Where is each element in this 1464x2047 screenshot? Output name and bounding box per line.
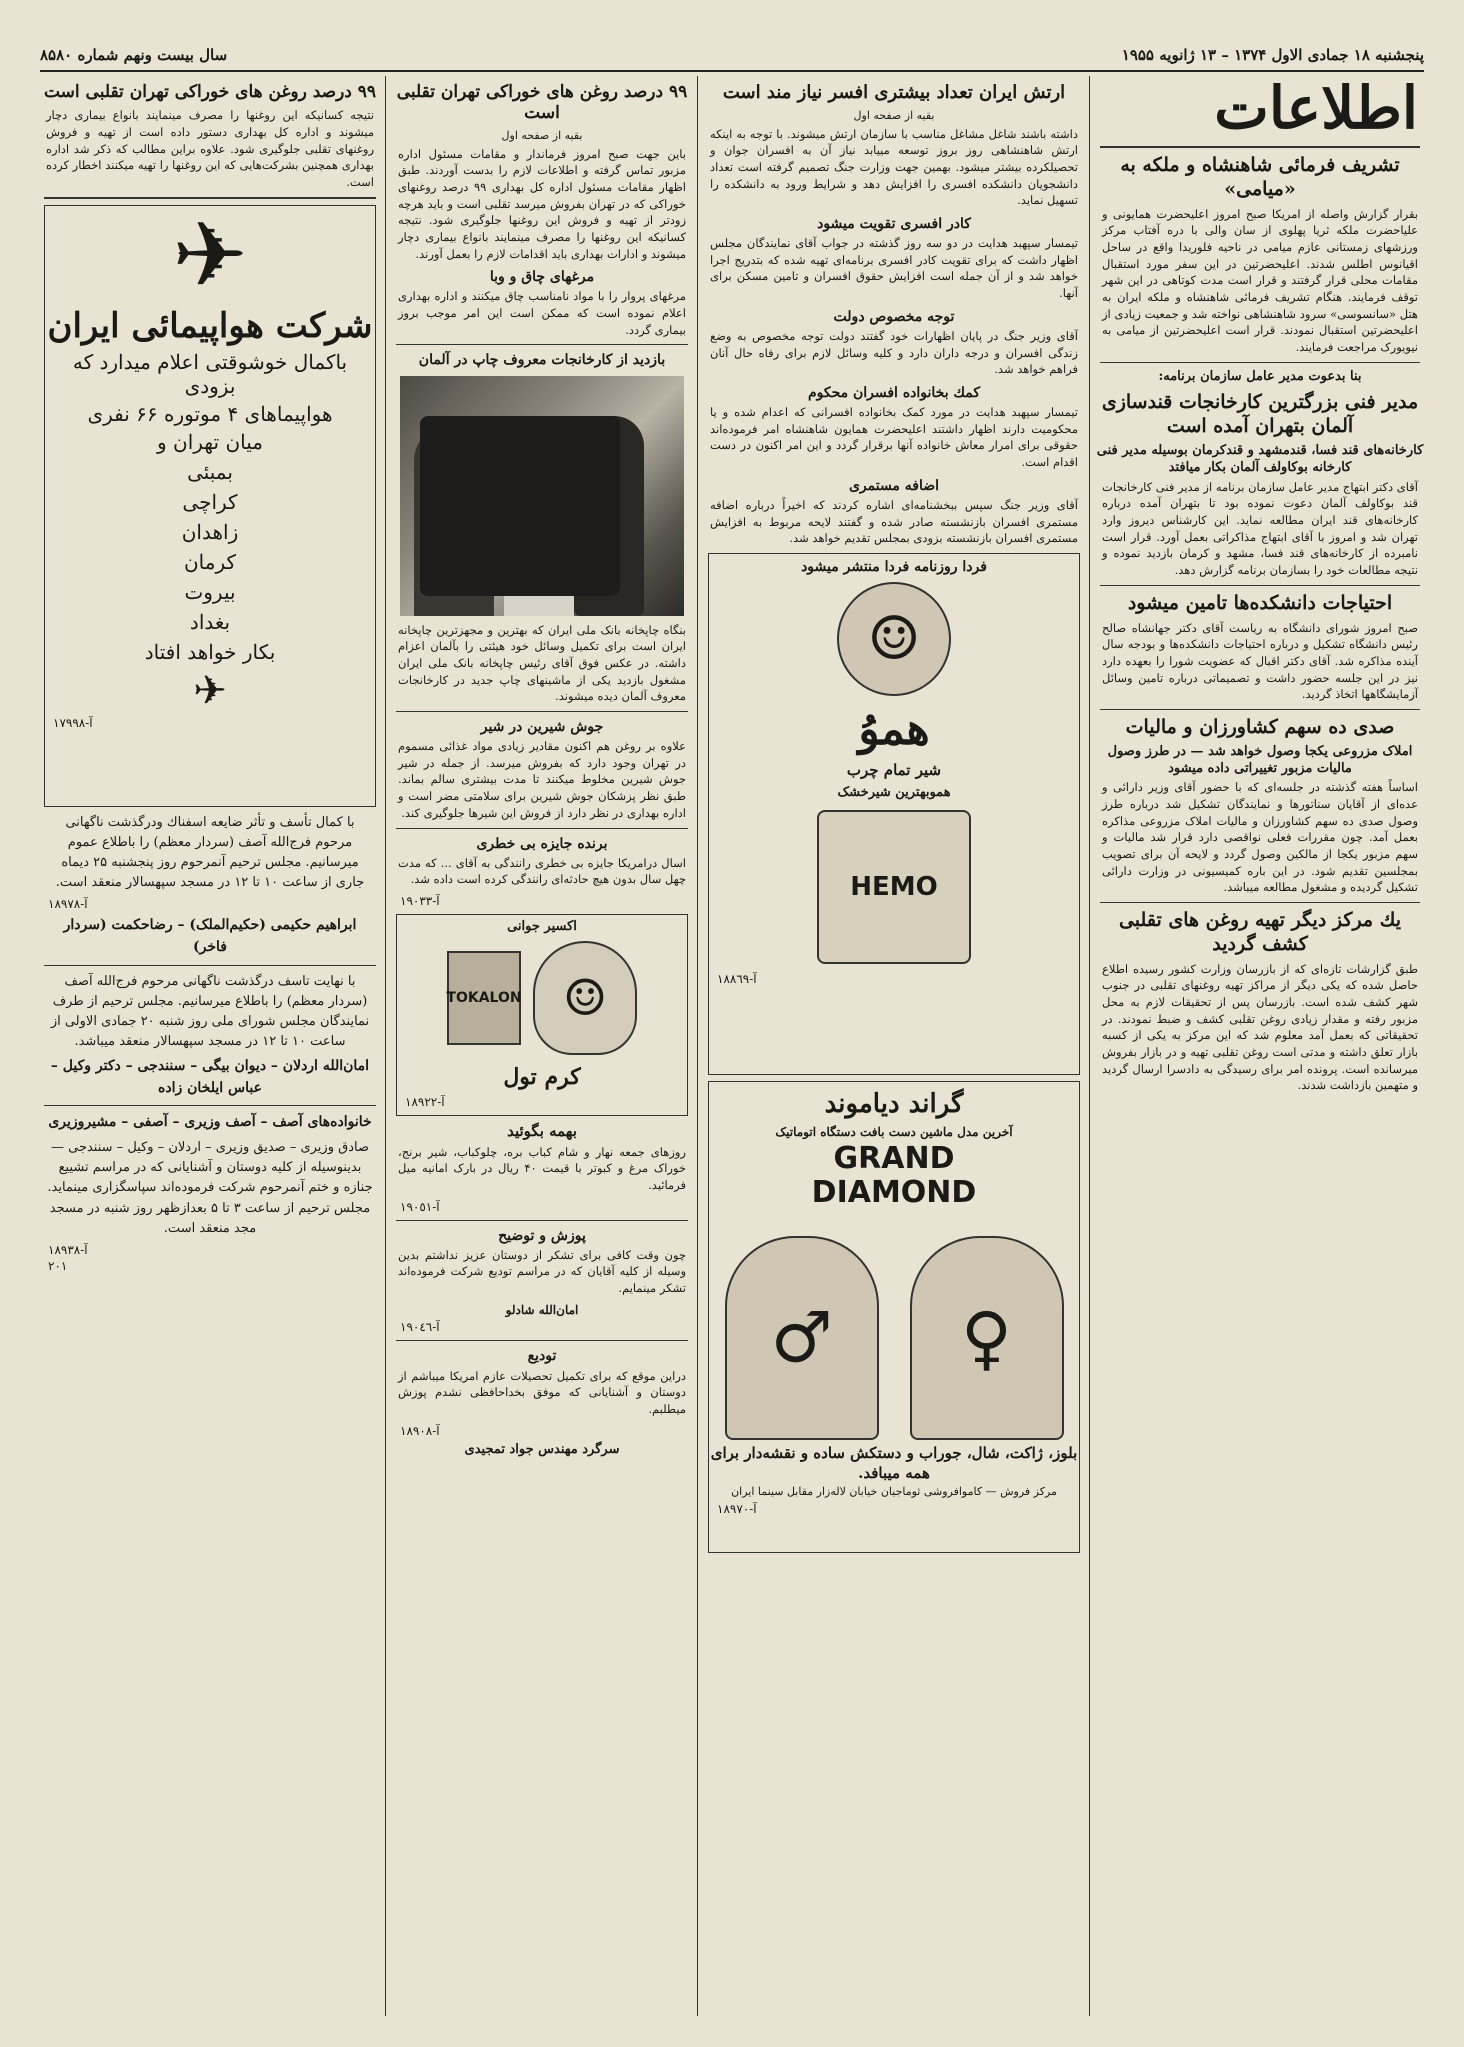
cream-tagline: اکسیر جوانی [507, 919, 577, 935]
article-2-subtitle: کارخانه‌های قند فسا، قندمشهد و قندکرمان بوسیله مدیر فنی کارخانه بوکاولف آلمان بکار میافتد [1096, 442, 1424, 475]
column-4 [40, 76, 380, 2016]
column-2 [704, 76, 1084, 2016]
army-sub-3: کمك بخانواده افسران محکوم [807, 384, 981, 401]
baby-icon: ☺ [837, 582, 951, 696]
restaurant-body: روزهای جمعه نهار و شام کباب بره، چلوکباب، شیر برنج، خوراک مرغ و کبوتر با قیمت ۴۰ ریال در بارک امانیه میل فرمائید. [398, 1144, 686, 1192]
apology-sign: امان‌الله شادلو [505, 1302, 579, 1317]
cream-jar-icon: TOKALON [447, 951, 521, 1045]
notice-2-sign: امان‌الله اردلان – دیوان بیگی – سنندجی – دکتر وکیل – عباس ایلخان زاده [50, 1058, 370, 1096]
oil-body: باین جهت صبح امروز فرماندار و مقامات مسئول اداره مزبور تماس گرفته و اطلاعات لازم را بدست آوردند. طبق اظهار مقامات مسئول اداره کل بهداری ۹۹ درصد روغنهای خوراکی که در تهران بفروش میرسد تقلبی است و باید هرچه زودتر از تهیه و فروش این روغنها جلوگیری شود. نتیجه کسانیکه این روغنها را مصرف مینمایند بانواع بیماری دچار میشوند و ادارات بهداری باید اقدامات لازم را بعمل آورند. [398, 146, 687, 261]
notice-3-tail: ٢٠١ [48, 1258, 68, 1273]
article-4-body: اساساً هفته گذشته در جلسه‌ای که با حضور آقای وزیر دارائی و عده‌ای از آقایان سناتورها و نمایندگان تشکیل شد درباره طرز وصول صدی ده سهم کشاورزان و مالیات املاک مزروعی مذاکره بعمل آمد. چون مقررات فعلی نواقصی دارد قرار شد مالیات و سهم مزبور یکجا از مالکین وصول گردد و لایحه آن برای تصویب بمجلسین تقدیم شود. در این باره کمیسیونی در وزارت دارائی تشکیل گردیده و مشغول مطالعه میباشد. [1102, 780, 1418, 895]
apology-title: پوزش و توضیح [498, 1227, 586, 1244]
column-3 [392, 76, 692, 2016]
army-continued: بقیه از صفحه اول [853, 108, 935, 122]
notice-2-body: با نهایت تاسف درگذشت ناگهانی مرحوم فرج‌الله آصف (سردار معظم) را باطلاع میرسانیم. مجلس ترحیم از طرف نمایندگان مجلس شورای ملی روز شنبه ۲۰ جمادی الاولی از ساعت ۱۰ تا ۱۲ در مسجد سپهسالار منعقد میباشد. [50, 973, 370, 1049]
airline-logo-icon: ✈ [193, 667, 227, 714]
masthead: اطلاعات [1214, 76, 1418, 142]
notice-1-code: آ-١٨٩٧٨ [48, 897, 88, 912]
article-3-title: احتیاجات دانشکده‌ها تامین میشود [1127, 591, 1393, 614]
notice-3-body: صادق وزیری – صدیق وزیری – اردلان – وکیل – سنندجی — بدینوسیله از کلیه دوستان و آشنایانی که در مراسم تشییع جنازه و ختم آنمرحوم شرکت فرموده‌اند سپاسگزاری مینماید. مجلس ترحیم از ساعت ۳ تا ۵ بعدازظهر روز شنبه در مسجد مجد منعقد است. [47, 1140, 373, 1236]
apology-body: چون وقت کافی برای تشکر از دوستان عزیز نداشتم بدین وسیله از کلیه آقایان که در مراسم تودیع شرکت فرموده‌اند تشکر مینمایم. [398, 1247, 686, 1296]
man-icon: ♂ [725, 1236, 879, 1440]
army-sub-2-body: آقای وزیر جنگ در پایان اظهارات خود گفتند دولت توجه مخصوص به وضع زندگی افسران و درجه داران دارد و کلیه وسائل لازم برای رفاه حال آنان فراهم خواهد شد. [710, 328, 1078, 377]
airline-city: زاهدان [181, 519, 239, 544]
article-5-title: یك مركز دیگر تهیه روغن های تقلبی کشف گردید [1118, 909, 1402, 955]
cream-brand: کرم تول [503, 1063, 581, 1090]
restaurant-title: بهمه بگوئید [507, 1122, 577, 1141]
hemo-tag-2: هموبهترین شیرخشک [837, 784, 951, 800]
milk-can-icon: HEMO [817, 810, 971, 964]
farewell-code: آ-١٨٩٠٨ [400, 1423, 440, 1438]
grand-diamond-ad [708, 1081, 1080, 1553]
hemo-tag-1: شیر تمام چرب [846, 761, 942, 780]
iran-air-ad [44, 202, 376, 807]
oil-sub-1-body: مرغهای پروار را با مواد نامناسب چاق میکنند و اداره بهداری اعلام نموده است که ممکن است این امر موجب بروز بیماری گردد. [398, 289, 686, 337]
army-sub-1: کادر افسری تقویت میشود [817, 215, 971, 232]
army-sub-3-body: تیمسار سپهبد هدایت در مورد کمک بخانواده افسرانی که اعدام شده و یا محکومیت دارند اظهار داشتند اعلیحضرت همایون شاهنشاه امر فرموده‌اند حقوقی برای امرار معاش خانواده آنها برقرار گردد و این امر اکنون در دست اقدام است. [710, 405, 1078, 470]
article-3-body: صبح امروز شورای دانشگاه به ریاست آقای دکتر جهانشاه صالح رئیس دانشگاه تشکیل و درباره احتیاجات دانشکده‌ها و بودجه سال آینده مذاکره شد. آقای دکتر اقبال که عضویت شورا را بعهده دارد نیز در این جلسه حضور داشت و تصمیماتی درباره تامین وسائل آزمایشگاهها اتخاذ گردید. [1102, 620, 1418, 702]
gd-code: آ-١٨٩٧٠ [717, 1502, 757, 1517]
airline-city: بیروت [184, 579, 236, 604]
article-1-body: بقرار گزارش واصله از امریکا صبح امروز اعلیحضرت همایونی و علیاحضرت ملکه ثریا پهلوی از سان والی با دره آفتاب مرکز ورزشهای زمستانی عازم میامی در ناحیه فلوریدا واقع در ساحل اقیانوس اطلس شدند. اعلیحضرتین در این سفر مورد استقبال مقامات محلی قرار گرفتند و قرار است مدت کوتاهی در این شهر توقف فرمایند. هنگام تشریف فرمائی شاهنشاه و ملکه ایران به هتل «سانسوسی» سرود شاهنشاهی نواخته شد و جمعیت زیادی از اعلیحضرتین استقبال نمودند. قرار است اعلیحضرتین از میامی به نیویورک مراجعت فرمایند. [1102, 206, 1418, 354]
airline-line-1: باکمال خوشوقتی اعلام میدارد که بزودی [72, 349, 348, 398]
hemo-ad [708, 553, 1080, 1075]
farewell-sign: سرگرد مهندس جواد تمجیدی [464, 1441, 620, 1457]
gd-illustration [709, 1210, 1079, 1440]
article-5-body: طبق گزارشات تازه‌ای که از بازرسان وزارت کشور رسیده اطلاع حاصل شده که یکی دیگر از مراکز تهیه روغنهای تقلبی در جنوب شهر کشف شده است. بازرسان پس از تحقیقات لازم به محل مزبور رفته و مقدار زیادی روغن تقلبی کشف و ضبط نمودند. در تحقیقاتی که بعمل آمد معلوم شد که این مرکز به یکی از کسبه بازار تعلق داشته و مدتی است روغن تقلبی تهیه و در بازار بفروش میرسانده است. پرونده امر برای رسیدگی به دادسرا ارسال گردید و متهمین بازداشت شدند. [1102, 961, 1418, 1093]
photo-caption: بنگاه چاپخانه بانک ملی ایران که بهترین و مجهزترین چاپخانه ایران است برای تکمیل وسائل خود هیئتی را بآلمان اعزام داشته. در عکس فوق آقای رئیس چاپخانه بانک ملی ایران مشغول بازدید یکی از ماشینهای چاپ جدید در کارخانجات معروف آلمان دیده میشوند. [398, 622, 686, 704]
notice-3-title: خانواده‌های آصف – آصف وزیری – آصفی – مشیروزیری [48, 1114, 372, 1131]
soda-body: علاوه بر روغن هم اکنون مقادیر زیادی مواد غذائی مسموم در تهران وجود دارد که بفروش میرسد. از جمله در شیر جوش شیرین مخلوط میکنند تا مدت بیشتری سالم بماند. طبق نظر پزشکان جوش شیرین برای سلامتی مضر است و اداره بهداری در نظر دارد از فروش این شیرها جلوگیری کند. [398, 739, 686, 820]
army-body: داشته باشند شاغل مشاغل مناسب با سازمان ارتش میشوند. با توجه به اینکه ارتش شاهنشاهی روز بروز توسعه مییابد نیاز آن به افسران جوان و تحصیلکرده بیشتر میشود. بهمین جهت وزارت جنگ تصمیم گرفته است تعداد دانشجویان دانشکده افسری را افزایش دهد و شرایط ورود به دانشکده را تسهیل نماید. [710, 126, 1078, 208]
oil-sub-1: مرغهای چاق و وبا [489, 269, 595, 286]
airline-code: آ-١٧٩٩٨ [53, 715, 93, 730]
award-body: اسال درامریکا جایزه بی خطری رانندگی به آقای ... که مدت چهل سال بدون هیچ حادثه‌ای رانندگی کرده است داده شد. [398, 855, 686, 887]
soda-title: جوش شیرین در شیر [480, 718, 604, 735]
cream-code: آ-١٨٩٢٢ [405, 1095, 445, 1110]
oil-col4-title: ۹۹ درصد روغن های خوراکی تهران تقلبی است [43, 82, 377, 102]
army-sub-4: اضافه مستمری [848, 477, 940, 494]
page-header [40, 44, 1424, 72]
article-4-title: صدی ده سهم کشاورزان و مالیات [1125, 715, 1395, 738]
airline-city: بمبئی [187, 459, 233, 484]
gd-address: مرکز فروش — کاموافروشی ثوماجیان خیابان لاله‌زار مقابل سینما ایران [731, 1485, 1057, 1499]
cream-illustration [397, 938, 687, 1058]
column-1 [1096, 76, 1424, 2016]
award-title: برنده جایزه بی خطری [476, 835, 608, 852]
gd-products: بلوز، ژاکت، شال، جوراب و دستکش ساده و نقشه‌دار برای همه میبافد. [710, 1444, 1078, 1482]
restaurant-code: آ-١٩٠٥١ [400, 1199, 440, 1214]
notice-1-body: با کمال تأسف و تأثر ضایعه اسفناك ودرگذشت ناگهانی مرحوم فرج‌الله آصف (سردار معظم) را باطلاع عموم میرسانیم. مجلس ترحیم آنمرحوم روز پنجشنبه ۲۵ دیماه جاری از ساعت ۱۰ تا ۱۲ در مسجد سپهسالار منعقد است. [55, 814, 365, 891]
oil-title: ۹۹ درصد روغن های خوراکی تهران تقلبی است [396, 82, 688, 124]
airline-name: شرکت هواپیمائی ایران [47, 305, 373, 346]
oil-col4-body: نتیجه کسانیکه این روغنها را مصرف مینمایند بانواع بیماری دچار میشوند و اداره کل بهداری دستور داده است از تهیه و فروش روغنهای تقلبی جلوگیری شود. علاوه براین مطالب که ذکر شد اداره بهداری همچنین بشرکت‌هایی که این روغنها را تهیه میکنند اخطار کرده است. [46, 108, 374, 189]
gd-tagline: آخرین مدل ماشین دست بافت دستگاه اتوماتیک [775, 1124, 1013, 1139]
article-2-kicker: بنا بدعوت مدیر عامل سازمان برنامه: [1158, 368, 1362, 384]
woman-face-icon: ☺ [533, 941, 637, 1055]
hemo-brand: هموُ [858, 704, 930, 756]
gd-latin-2: DIAMOND [811, 1175, 977, 1211]
article-2-title: مدیر فنی بزرگترین کارخانجات قندسازی آلمان بتهران آمده است [1101, 391, 1419, 438]
airline-city: کرمان [183, 549, 237, 574]
oil-continued: بقیه از صفحه اول [501, 128, 583, 142]
apology-code: آ-١٩٠٤٦ [400, 1320, 440, 1335]
farewell-title: تودیع [527, 1348, 557, 1365]
army-sub-1-body: تیمسار سپهبد هدایت در دو سه روز گذشته در جواب آقای نمایندگان مجلس اظهار داشت که برای تقویت کادر افسری برنامه‌ای تهیه شده که بتدریج اجرا خواهد شد و از آن جمله است افزایش حقوق افسران و تامین مسکن برای آنها. [710, 236, 1078, 301]
notice-1-sign: ابراهیم حکیمی (حکیم‌الملک) – رضاحکمت (سردار فاخر) [63, 917, 357, 955]
gd-title: گراند دیاموند [824, 1089, 964, 1120]
photo-title: بازدید از کارخانجات معروف چاپ در آلمان [418, 352, 666, 369]
gd-latin-1: GRAND [833, 1141, 955, 1177]
cream-ad [396, 914, 688, 1116]
airline-line-2: هواپیماهای ۴ موتوره ۶۶ نفری [87, 401, 333, 426]
farewell-body: دراین موقع که برای تکمیل تحصیلات عازم امریکا میباشم از دوستان و آشنایانی که موفق بخداحافظی نشدم پوزش میطلبم. [398, 1368, 686, 1416]
notice-3-code: آ-١٨٩٣٨ [48, 1242, 88, 1257]
award-code: آ-١٩٠٣٣ [400, 894, 440, 909]
airline-line-3: میان تهران و [157, 429, 263, 454]
article-4-subtitle: املاک مزروعی یکجا وصول خواهد شد — در طرز وصول مالیات مزبور تغییراتی داده میشود [1107, 743, 1413, 776]
airline-end: بکار خواهد افتاد [144, 639, 276, 664]
article-2-body: آقای دکتر ابتهاج مدیر عامل سازمان برنامه از مدیر فنی کارخانجات قند بوکاولف آلمان دعوت نموده بود تا بتهران آمده درباره کارخانه‌های قند ایران مطالعه نماید. این کارشناس دیروز وارد تهران شد و امروز با آقای ابتهاج مذاکراتی بعمل آورد. قرار است نامبرده از کارخانه‌های قند فسا، مشهد و کرمان بازدید نموده و نتیجه مطالعات خود را بسازمان برنامه گزارش دهد. [1102, 479, 1418, 578]
header-date: پنجشنبه ۱۸ جمادی الاول ۱۳۷۴ – ۱۳ ژانویه ۱۹۵۵ [1121, 46, 1424, 64]
hemo-code: آ-١٨٨٦٩ [717, 971, 757, 986]
airline-city: بغداد [189, 609, 231, 634]
article-1-title: تشریف فرمائی شاهنشاه و ملکه به «میامی» [1120, 154, 1400, 200]
army-title: ارتش ایران تعداد بیشتری افسر نیاز مند است [722, 82, 1066, 103]
header-issue: سال بیست ونهم شماره ۸۵۸۰ [40, 46, 228, 64]
woman-icon: ♀ [910, 1236, 1064, 1440]
printing-factory-photo [400, 376, 684, 616]
army-sub-2: توجه مخصوص دولت [833, 308, 955, 325]
airplane-icon: ✈ [172, 202, 248, 308]
army-sub-4-body: آقای وزیر جنگ سپس ببخشنامه‌ای اشاره کردند که اخیراً درباره اضافه مستمری افسران بازنشسته صادر شده و گفتند لایحه مربوط به افزایش مستمری افسران بازنشسته بزودی بمجلس تقدیم خواهد شد. [710, 498, 1078, 546]
airline-city: کراچی [182, 489, 238, 514]
hemo-ad-top: فردا روزنامه فردا منتشر میشود [801, 559, 987, 576]
